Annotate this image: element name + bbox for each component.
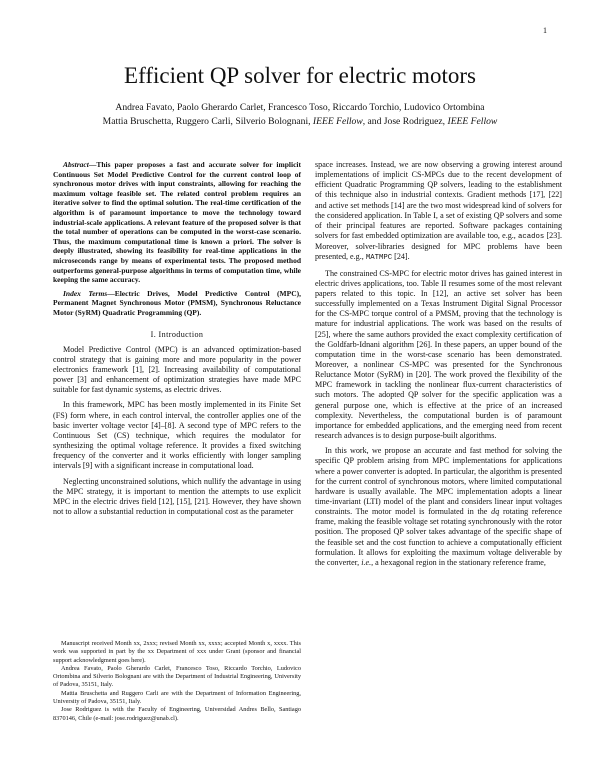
authors-line-2 xyxy=(0,115,600,129)
body-paragraph xyxy=(315,446,562,568)
body-paragraph: The constrained CS-MPC for electric motor drives has gained interest in electric drives applications, too. Table II resumes some of the most relevant papers related to this topic. In [12], an active set solver has been successfully implemented on a Texas Instrument Digital Signal Processor for the CS-MPC torque control of a PMSM, proving that the technology is mature for industrial applications. The work was based on the results of [25], where the same authors provided the exact complexity certification of the Goldfarb-Idnani algorithm [26]. In these papers, an upper bound of the computation time in the worst-case scenario has been demonstrated. Moreover, a nonlinear CS-MPC was presented for the Synchronous Reluctance Motor (SyRM) in [20]. The work proved the flexibility of the MPC framework in tackling the nonlinear flux-current characteristics of such motors. The adopted QP solver for the specific application was a general purpose one, which is effective at the price of an increased complexity. Nevertheless, the computational burden is of paramount importance for embedded applications, and the emerging need from recent research advances is to design purpose-built algorithms. xyxy=(315,268,562,441)
section-heading: I. Introduction xyxy=(150,329,204,339)
body-text: [23]. Moreover, solver-libraries designed for MPC problems have been presented, e.g., xyxy=(315,231,562,262)
intro-paragraph: Model Predictive Control (MPC) is an advanced optimization-based control strategy that is gaining more and more popularity in the power electronics framework [1], [2]. Increasing availability of computational power [3] and enhancement of optimization strategies have made MPC suitable for fast dynamic systems, as electric drives. xyxy=(53,344,301,395)
abstract-label: Abstract xyxy=(63,160,89,169)
body-text: [24]. xyxy=(394,252,410,262)
page-number: 1 xyxy=(543,26,547,35)
authors-line-1: Andrea Favato, Paolo Gherardo Carlet, Francesco Toso, Riccardo Torchio, Ludovico Ortombina xyxy=(115,102,485,113)
body-text: In this work, we propose an accurate and fast method for solving the specific QP problem arising from MPC implementations for applications where a power converter is adopted. In particular, the algorithm is presented for the current control of synchronous motors, where limited computational hardware is usually available. The MPC implementation adopts a linear time-invariant (LTI) model of the plant and considers linear input voltages constraints. The motor model is formulated in the xyxy=(315,446,562,517)
right-column xyxy=(315,160,562,760)
index-terms xyxy=(53,289,301,318)
paper-title: Efficient QP solver for electric motors xyxy=(124,63,476,88)
body-text: rotating reference frame, making the feasible voltage set rotating synchronously with the rotor position. The proposed QP solver takes advantage of the specific shape of the feasible set and the cost function to achieve a computationally efficient formulation. It allows for exploiting the maximum voltage deliverable by the converter, xyxy=(315,507,562,567)
fellow-title-2: IEEE Fellow xyxy=(447,116,498,127)
index-terms-text: —Electric Drives, Model Predictive Control (MPC), Permanent Magnet Synchronous Motor (PMSM), Synchronous Reluctance Motor (SyRM) Quadratic Programming (QP). xyxy=(53,288,301,317)
code-acados: acados xyxy=(518,233,545,242)
footnote: Mattia Bruschetta and Ruggero Carli are with the Department of Information Engineering, University of Padova, 35151, Italy. xyxy=(53,689,301,706)
intro-paragraph: Neglecting unconstrained solutions, which nullify the advantage in using the MPC strategy, it is important to mention the attempts to use explicit MPC in the electric drives field [12], [15], [21]. However, they have shown not to allow a substantial reduction in computational cost as the parameter xyxy=(53,476,301,516)
abstract-text: —This paper proposes a fast and accurate solver for implicit Continuous Set Model Predictive Control for the current control loop of synchronous motor drives with input constraints, allowing for reaching the maximum voltage feasible set. The related control problem requires an iterative solver to find the optimal solution. The real-time certification of the algorithm is of paramount importance to move the technology toward industrial-scale applications. A relevant feature of the proposed solver is that the total number of operations can be computed in the worst-case scenario. Thus, the maximum computational time is known a priori. The solver is deeply illustrated, showing its feasibility for real-time applications in the microseconds range by means of experimental tests. The proposed method outperforms general-purpose algorithms in terms of computation time, while keeping the same accuracy. xyxy=(53,160,301,285)
footnotes xyxy=(53,640,301,723)
footnote: Manuscript received Month xx, 2xxx; revised Month xx, xxxx; accepted Month x, xxxx. This work was supported in part by the xx Department of xxx under Grant (sponsor and financial support acknowledgment goes here). xyxy=(53,640,301,664)
math-dq: dq xyxy=(491,507,500,517)
footnote: Andrea Favato, Paolo Gherardo Carlet, Francesco Toso, Riccardo Torchio, Ludovico Ortombina and Silverio Bolognani are with the Department of Industrial Engineering, University of Padova, 35151, Italy. xyxy=(53,664,301,689)
body-text: , a hexagonal region in the stationary reference frame, xyxy=(371,557,546,567)
body-paragraph xyxy=(315,160,562,264)
footnote: Jose Rodriguez is with the Faculty of Engineering, Universidad Andres Bello, Santiago 8370146, Chile (e-mail: jose.rodriguez@unab.cl). xyxy=(53,706,301,722)
ie-abbrev: i.e. xyxy=(361,557,372,567)
abstract xyxy=(53,160,301,285)
index-terms-label: Index Terms xyxy=(63,288,108,298)
authors-line-2-mid: , and Jose Rodriguez, xyxy=(362,116,446,127)
author-list xyxy=(0,101,600,129)
intro-paragraph: In this framework, MPC has been mostly implemented in its Finite Set (FS) form where, in each control interval, the controller applies one of the basic inverter voltage vector [4]–[8]. A second type of MPC refers to the Continuous Set (CS) technique, which requires the modulator for synthesizing the optimal voltage reference. It provides a fixed switching frequency of the converter and it works efficiently with longer sampling intervals [9] with a significant increase in computational load. xyxy=(53,400,301,471)
authors-line-2-names: Mattia Bruschetta, Ruggero Carli, Silverio Bolognani, xyxy=(102,116,311,127)
fellow-title-1: IEEE Fellow xyxy=(312,116,363,127)
body-text: space increases. Instead, we are now observing a growing interest around implementations of implicit CS-MPCs due to the recent development of efficient Quadratic Programming QP solvers, leading to the establishment of this technique also in industrial contexts. Gradient methods [17], [22] and active set methods [14] are the two most widespread kind of solvers for the considered application. In Table I, a set of existing QP solvers and some of their principal features are reported. Software packages containing solvers for fast embedded optimization are available too, e.g., xyxy=(315,160,562,241)
code-matmpc: MATMPC xyxy=(365,254,393,263)
left-column xyxy=(53,160,301,698)
